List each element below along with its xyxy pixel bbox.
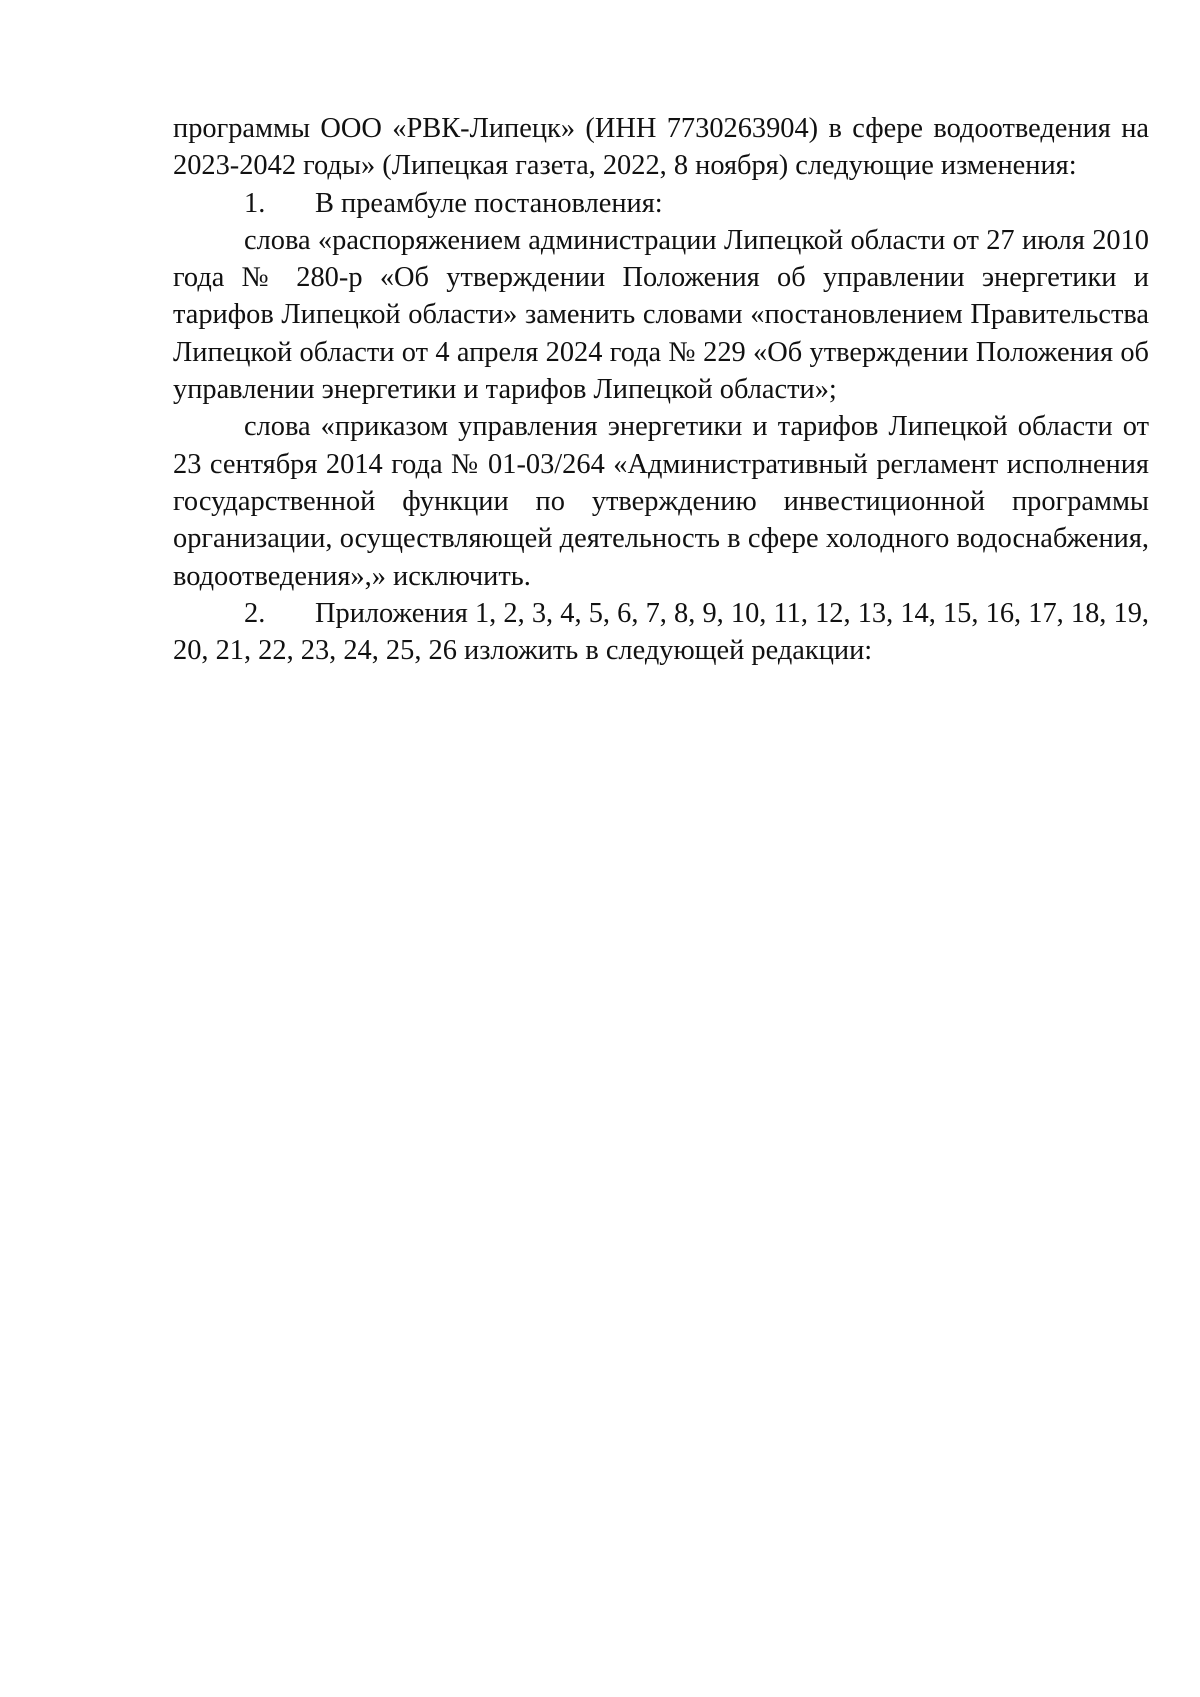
paragraph-item-2 bbox=[173, 595, 1149, 670]
item-number: 1. bbox=[244, 187, 266, 219]
document-body bbox=[173, 110, 1149, 669]
item-text: В преамбуле постановления: bbox=[315, 187, 663, 219]
paragraph-replacement-2: слова «приказом управления энергетики и тарифов Липецкой области от 23 сентября 2014 года № 01-03/264 «Административный регламент исполнения государственной функции по утверждению инвестиционной программы организации, осуществляющей деятельность в сфере холодного водоснабжения, водоотведения»,» исключить. bbox=[173, 411, 1149, 592]
paragraph-replacement-1: слова «распоряжением администрации Липецкой области от 27 июля 2010 года № 280-р «Об утверждении Положения об управлении энергетики и тарифов Липецкой области» заменить словами «постановлением Правительства Липецкой области от 4 апреля 2024 года № 229 «Об утверждении Положения об управлении энергетики и тарифов Липецкой области»; bbox=[173, 224, 1149, 406]
item-text: Приложения 1, 2, 3, 4, 5, 6, 7, 8, 9, 10, 11, 12, 13, 14, 15, 16, 17, 18, 19, 20, 21, 22, 23, 24, 25, 26 изложить в следующей редакции: bbox=[173, 597, 1149, 667]
paragraph-item-1 bbox=[173, 185, 1149, 222]
item-number: 2. bbox=[244, 597, 266, 629]
paragraph-intro: программы ООО «РВК-Липецк» (ИНН 7730263904) в сфере водоотведения на 2023-2042 годы» (Липецкая газета, 2022, 8 ноября) следующие изменения: bbox=[173, 113, 1149, 182]
